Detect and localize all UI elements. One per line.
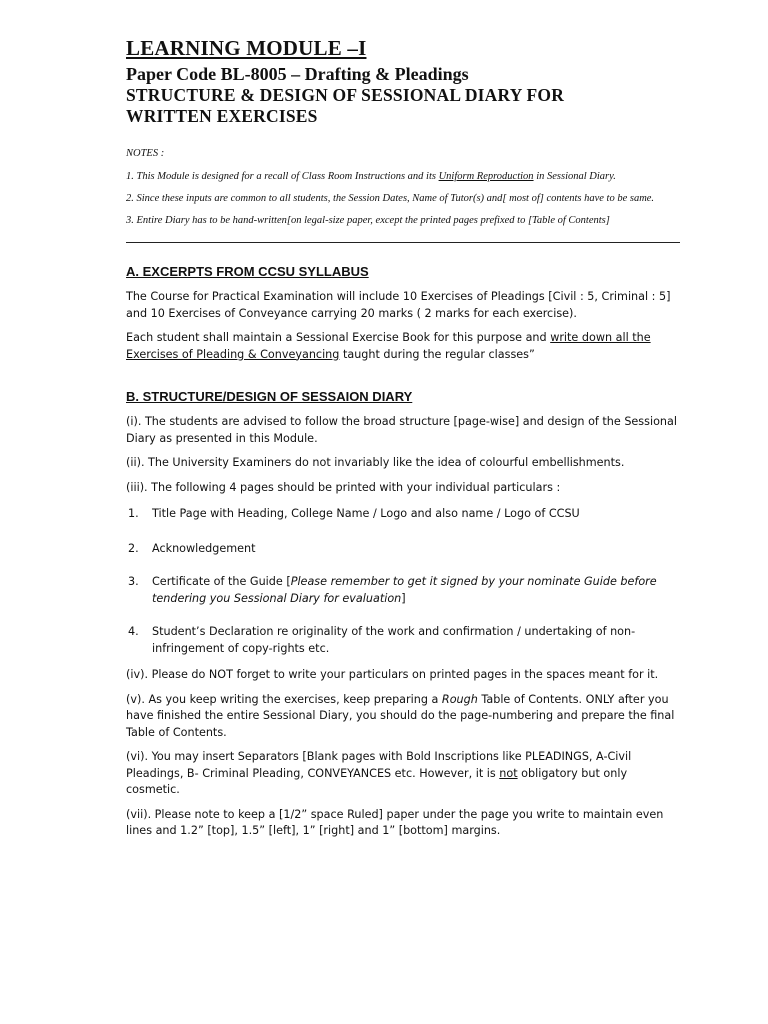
point-ii: (ii). The University Examiners do not invariably like the idea of colourful embellishments. [126, 456, 625, 469]
subtitle-line-1: STRUCTURE & DESIGN OF SESSIONAL DIARY FOR [126, 85, 565, 105]
point-vii: (vii). Please note to keep a [1/2” space Ruled] paper under the page you write to maintain even lines and 1.2” [top], 1.5” [left], 1” [right] and 1” [bottom] margins. [126, 807, 664, 837]
note-2: 2. Since these inputs are common to all students, the Session Dates, Name of Tutor(s) and[ most of] contents have to be same. [126, 193, 655, 204]
printed-pages-list [126, 506, 682, 657]
notes-label: NOTES : [126, 148, 165, 159]
subtitle-line-2: WRITTEN EXERCISES [126, 106, 318, 126]
module-title: LEARNING MODULE –I [126, 36, 367, 60]
section-a-paragraph-2: Each student shall maintain a Sessional Exercise Book for this purpose and write down all the Exercises of Pleading & Conveyancing taught during the regular classes” [126, 331, 651, 361]
section-divider [126, 242, 680, 243]
notes-block [126, 147, 682, 227]
section-b-body [126, 414, 682, 840]
point-v: (v). As you keep writing the exercises, keep preparing a Rough Table of Contents. ONLY after you have finished the entire Sessional Diary, you should do the page-numbering and prepare the final Table of Contents. [126, 692, 675, 739]
section-b-heading: B. STRUCTURE/DESIGN OF SESSAION DIARY [126, 389, 413, 404]
list-item: 4. Student’s Declaration re originality of the work and confirmation / undertaking of non-infringement of copy-rights etc. [128, 625, 636, 655]
point-vi: (vi). You may insert Separators [Blank pages with Bold Inscriptions like PLEADINGS, A-Civil Pleadings, B- Criminal Pleading, CONVEYANCES etc. However, it is not obligatory but only cosmetic. [126, 750, 632, 796]
section-a-paragraph-1: The Course for Practical Examination will include 10 Exercises of Pleadings [Civil : 5, Criminal : 5] and 10 Exercises of Conveyance carrying 20 marks ( 2 marks for each exercise). [126, 290, 671, 320]
note-1: 1. This Module is designed for a recall of Class Room Instructions and its Uniform Reproduction in Sessional Diary. [126, 171, 616, 182]
list-item: 1. Title Page with Heading, College Name / Logo and also name / Logo of CCSU [128, 507, 580, 520]
document-page [126, 36, 682, 848]
list-item: 2. Acknowledgement [128, 541, 256, 555]
point-iii: (iii). The following 4 pages should be printed with your individual particulars : [126, 480, 561, 494]
list-item: 3. Certificate of the Guide [Please remember to get it signed by your nominate Guide before tendering you Sessional Diary for evaluation] [128, 575, 657, 605]
section-a-heading: A. EXCERPTS FROM CCSU SYLLABUS [126, 264, 369, 279]
section-a-body [126, 289, 682, 363]
paper-code: Paper Code BL-8005 – Drafting & Pleadings [126, 64, 469, 84]
point-iv: (iv). Please do NOT forget to write your particulars on printed pages in the spaces meant for it. [126, 668, 659, 681]
point-i: (i). The students are advised to follow the broad structure [page-wise] and design of the Sessional Diary as presented in this Module. [126, 415, 677, 445]
note-3: 3. Entire Diary has to be hand-written[on legal-size paper, except the printed pages prefixed to [Table of Contents] [126, 215, 610, 226]
